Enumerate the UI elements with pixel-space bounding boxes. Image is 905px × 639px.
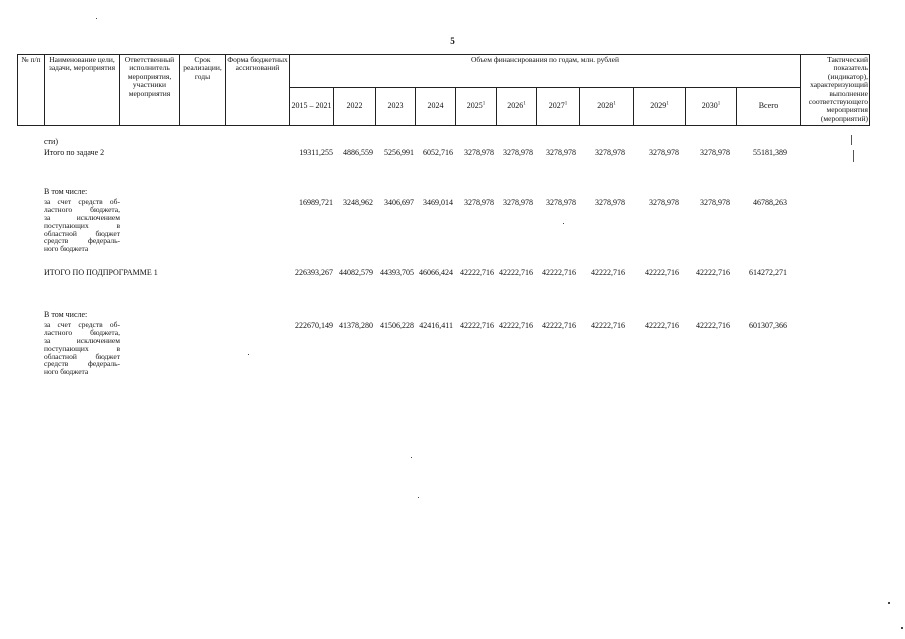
table-cell: 3278,978 [700,148,730,157]
table-cell: 42222,716 [591,268,625,277]
table-cell: 44393,705 [380,268,414,277]
footnote-mark: 1 [613,101,616,107]
table-cell: 3278,978 [595,148,625,157]
table-cell: 16989,721 [299,198,333,207]
header-form: Форма бюджетных ассигнований [226,55,290,126]
row-label-line: поступающих в [44,220,120,230]
row-label-line: средств федераль- [44,359,120,369]
header-num: № п/п [18,55,45,126]
header-year-0: 2015 – 2021 [290,88,334,126]
table-cell: 601307,366 [749,321,787,330]
header-term: Срок реализации, годы [180,55,226,126]
row-label-line: за исключением [44,335,120,345]
row-label-line: за счет средств об- [44,320,120,329]
row-label-line: ного бюджета [44,367,89,377]
table-cell: 6052,716 [423,148,453,157]
footnote-mark: 1 [523,101,526,107]
table-cell: 42222,716 [696,268,730,277]
header-year-10: Всего [737,88,801,126]
table-cell: 19311,255 [299,148,333,157]
row-label-line: ного бюджета [44,244,89,254]
table-cell: 41378,280 [339,321,373,330]
header-year-4: 2025$^1$ [456,88,497,126]
footnote-mark: 1 [717,101,721,107]
table-cell: 42222,716 [696,321,730,330]
table-cell: 3469,014 [423,198,453,207]
table-cell: 3278,978 [546,148,576,157]
header-name: Наименование цели, задачи, мероприятия [45,55,120,126]
table-cell: 3278,978 [546,198,576,207]
header-year-2: 2023 [376,88,416,126]
table-cell: 3278,978 [649,198,679,207]
header-year-6: 2027$^1$ [537,88,580,126]
table-cell: 3278,978 [503,148,533,157]
table-cell: 3278,978 [700,198,730,207]
page-number: 5 [450,36,455,46]
row-label: Итого по задаче 2 [44,148,105,157]
header-responsible: Ответственный исполнитель мероприятия, участники мероприятия [120,55,180,126]
table-cell: 46066,424 [419,268,453,277]
header-funding: Объем финансирования по годам, млн. рублей [290,55,801,88]
row-label [44,198,120,253]
table-cell: 3278,978 [595,198,625,207]
header-year-8: 2029$^1$ [634,88,686,126]
row-label: ИТОГО ПО ПОДПРОГРАММЕ 1 [44,268,158,277]
table-cell: 46788,263 [753,198,787,207]
table-cell: 222670,149 [295,321,333,330]
table-cell: 41506,228 [380,321,414,330]
table-header [17,54,870,126]
header-year-9: 2030$^1$ [686,88,737,126]
table-cell: 5256,991 [384,148,414,157]
row-intro: В том числе: [44,310,88,319]
row-label-line: областной бюджет [44,351,120,361]
table-cell: 3278,978 [464,198,494,207]
table-cell: 3278,978 [464,148,494,157]
table-cell: 42222,716 [645,268,679,277]
row-label-line: областной бюджет [44,228,120,238]
table-cell: 42416,411 [419,321,453,330]
table-cell: 3406,697 [384,198,414,207]
table-cell: 3278,978 [649,148,679,157]
table-cell: 42222,716 [542,268,576,277]
header-tactical: Тактический показатель (индикатор), характеризующий выполнение соответствующего мероприятия (мероприятий) [801,55,870,126]
table-cell: 4886,559 [343,148,373,157]
table-cell: 42222,716 [499,321,533,330]
table-cell: 42222,716 [542,321,576,330]
table-cell: 42222,716 [499,268,533,277]
table-cell: 55181,389 [753,148,787,157]
row-label-line: средств федераль- [44,236,120,246]
header-year-7: 2028$^1$ [580,88,634,126]
row-label-line: за счет средств об- [44,197,120,206]
footnote-mark: 1 [482,101,486,107]
table-cell: 3278,978 [503,198,533,207]
table-cell: 614272,271 [749,268,787,277]
table-cell: 42222,716 [645,321,679,330]
table-cell: 42222,716 [591,321,625,330]
header-year-5: 2026$^1$ [497,88,537,126]
table-cell: 44082,579 [339,268,373,277]
header-year-1: 2022 [334,88,376,126]
row-label-line: ластного бюджета, [44,327,120,337]
footnote-mark: 1 [666,101,669,107]
table-cell: 3248,962 [343,198,373,207]
table-cell: 42222,716 [460,268,494,277]
header-year-3: 2024 [416,88,456,126]
table-cell: 42222,716 [460,321,494,330]
row-label-line: поступающих в [44,343,120,353]
table-cell: 226393,267 [295,268,333,277]
row-label-line: за исключением [44,212,120,222]
continuation-text: сти) [44,137,58,146]
row-label-line: ластного бюджета, [44,204,120,214]
footnote-mark: 1 [564,101,568,107]
row-label [44,321,120,376]
row-intro: В том числе: [44,187,88,196]
